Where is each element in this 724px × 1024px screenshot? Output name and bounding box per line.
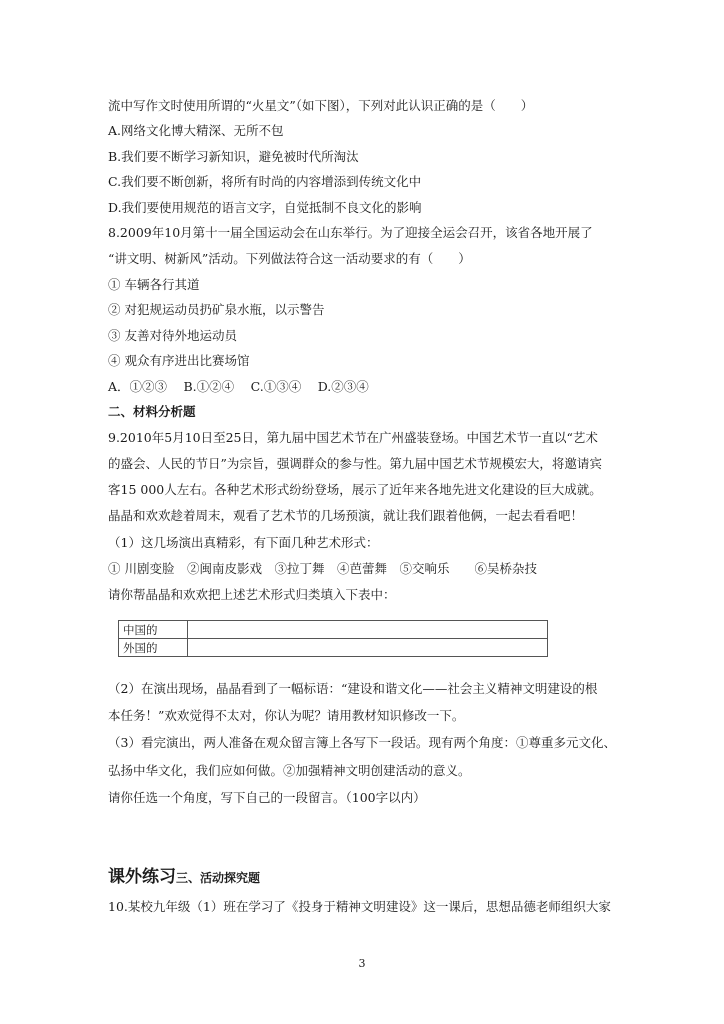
table-row: [119, 639, 548, 657]
row-label-chinese: 中国的: [119, 621, 188, 639]
option-a: A.网络文化博大精深、无所不包: [108, 123, 284, 138]
text-line: 弘扬中华文化，我们应如何做。②加强精神文明创建活动的意义。: [108, 763, 471, 778]
text-line: 流中写作文时使用所谓的“火星文”（如下图），下列对此认识正确的是（ ）: [108, 98, 534, 113]
item-1: ① 车辆各行其道: [108, 277, 200, 292]
item-3: ③ 友善对待外地运动员: [108, 328, 237, 343]
question-8: 8.2009年10月第十一届全国运动会在山东举行。为了迎接全运会召开，该省各地开展了: [108, 225, 593, 240]
question-10: 10.某校九年级（1）班在学习了《投身于精神文明建设》这一课后，思想品德老师组织大家: [108, 899, 611, 914]
table-row: [119, 621, 548, 639]
sub-question-2: （2）在演出现场，晶晶看到了一幅标语：“建设和谐文化——社会主义精神文明建设的根: [108, 681, 598, 696]
text-line: 的盛会、人民的节日”为宗旨，强调群众的参与性。第九届中国艺术节规模宏大，将邀请宾: [108, 456, 602, 471]
classification-table: [118, 620, 548, 657]
sub-question-3: （3）看完演出，两人准备在观众留言簿上各写下一段话。现有两个角度：①尊重多元文化、: [108, 735, 616, 750]
text-line: “讲文明、树新风”活动。下列做法符合这一活动要求的有（ ）: [108, 251, 471, 266]
art-forms: ① 川剧变脸 ②闽南皮影戏 ③拉丁舞 ④芭蕾舞 ⑤交响乐 ⑥吴桥杂技: [108, 561, 537, 576]
extra-section-title: [108, 866, 260, 889]
text-line: 请你任选一个角度，写下自己的一段留言。（100字以内）: [108, 790, 426, 805]
text-line: 本任务！”欢欢觉得不太对，你认为呢？请用教材知识修改一下。: [108, 708, 465, 723]
sub-question-1: （1）这几场演出真精彩，有下面几种艺术形式：: [108, 535, 379, 550]
text-line: 请你帮晶晶和欢欢把上述艺术形式归类填入下表中：: [108, 587, 396, 602]
option-c: C.我们要不断创新，将所有时尚的内容增添到传统文化中: [108, 174, 422, 189]
answer-options: A．①②③ B.①②④ C.①③④ D.②③④: [108, 379, 369, 394]
extra-title-small: 三、活动探究题: [176, 871, 261, 885]
text-line: 晶晶和欢欢趁着周末，观看了艺术节的几场预演，就让我们跟着他俩，一起去看看吧！: [108, 508, 584, 523]
answer-cell[interactable]: [188, 621, 548, 639]
question-9: 9.2010年5月10日至25日，第九届中国艺术节在广州盛装登场。中国艺术节一直以“艺术: [108, 430, 598, 445]
item-4: ④ 观众有序进出比赛场馆: [108, 353, 250, 368]
extra-title-big: 课外练习: [108, 867, 176, 887]
answer-cell[interactable]: [188, 639, 548, 657]
section-title: 二、材料分析题: [108, 404, 196, 419]
page-number: 3: [358, 957, 366, 970]
option-b: B.我们要不断学习新知识，避免被时代所淘汰: [108, 149, 359, 164]
text-line: 客15 000人左右。各种艺术形式纷纷登场，展示了近年来各地先进文化建设的巨大成就。: [108, 482, 602, 497]
option-d: D.我们要使用规范的语言文字，自觉抵制不良文化的影响: [108, 200, 422, 215]
item-2: ② 对犯规运动员扔矿泉水瓶，以示警告: [108, 302, 325, 317]
row-label-foreign: 外国的: [119, 639, 188, 657]
